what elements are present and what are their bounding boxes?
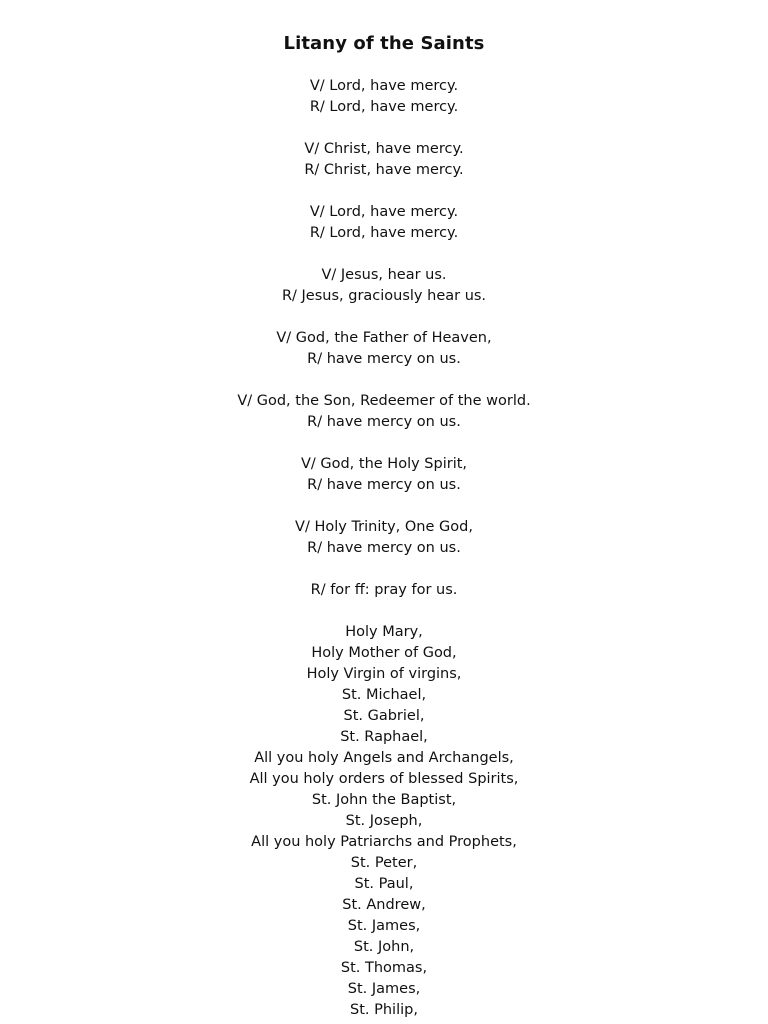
response-line: R/ Lord, have mercy. xyxy=(309,99,459,115)
invocation-line: All you holy Patriarchs and Prophets, xyxy=(251,834,517,850)
versicle-line: V/ God, the Son, Redeemer of the world. xyxy=(237,393,531,409)
invocation-line: St. Raphael, xyxy=(340,729,428,745)
document-title: Litany of the Saints xyxy=(283,33,485,54)
versicle-line: V/ Jesus, hear us. xyxy=(321,267,447,283)
versicle-line: V/ Holy Trinity, One God, xyxy=(295,519,473,535)
response-line: R/ have mercy on us. xyxy=(307,414,461,430)
response-line: R/ have mercy on us. xyxy=(307,477,461,493)
invocation-line: Holy Mother of God, xyxy=(311,645,457,661)
response-line: R/ Jesus, graciously hear us. xyxy=(281,288,487,304)
versicle-line: V/ God, the Father of Heaven, xyxy=(276,330,492,346)
invocation-line: Holy Mary, xyxy=(345,624,423,640)
versicle-line: V/ Lord, have mercy. xyxy=(309,204,459,220)
versicle-line: V/ Lord, have mercy. xyxy=(309,78,459,94)
response-line: R/ have mercy on us. xyxy=(307,540,461,556)
invocation-line: St. John, xyxy=(353,939,415,955)
versicle-line: V/ Christ, have mercy. xyxy=(304,141,464,157)
invocation-line: St. Andrew, xyxy=(342,897,426,913)
response-line: R/ Lord, have mercy. xyxy=(309,225,459,241)
invocation-line: St. Paul, xyxy=(354,876,414,892)
invocation-line: St. James, xyxy=(347,981,421,997)
response-line: R/ for ff: pray for us. xyxy=(310,582,458,598)
invocation-line: St. Philip, xyxy=(350,1002,418,1018)
invocation-line: All you holy orders of blessed Spirits, xyxy=(249,771,519,787)
versicle-line: V/ God, the Holy Spirit, xyxy=(300,456,468,472)
invocation-line: St. Gabriel, xyxy=(343,708,425,724)
invocation-line: St. Michael, xyxy=(341,687,427,703)
response-line: R/ Christ, have mercy. xyxy=(304,162,464,178)
invocation-line: St. Peter, xyxy=(350,855,418,871)
invocation-line: St. Joseph, xyxy=(345,813,423,829)
invocation-line: St. Thomas, xyxy=(340,960,428,976)
response-line: R/ have mercy on us. xyxy=(307,351,461,367)
invocation-line: St. James, xyxy=(347,918,421,934)
invocation-line: All you holy Angels and Archangels, xyxy=(254,750,514,766)
invocation-line: St. John the Baptist, xyxy=(311,792,457,808)
invocation-line: Holy Virgin of virgins, xyxy=(306,666,462,682)
